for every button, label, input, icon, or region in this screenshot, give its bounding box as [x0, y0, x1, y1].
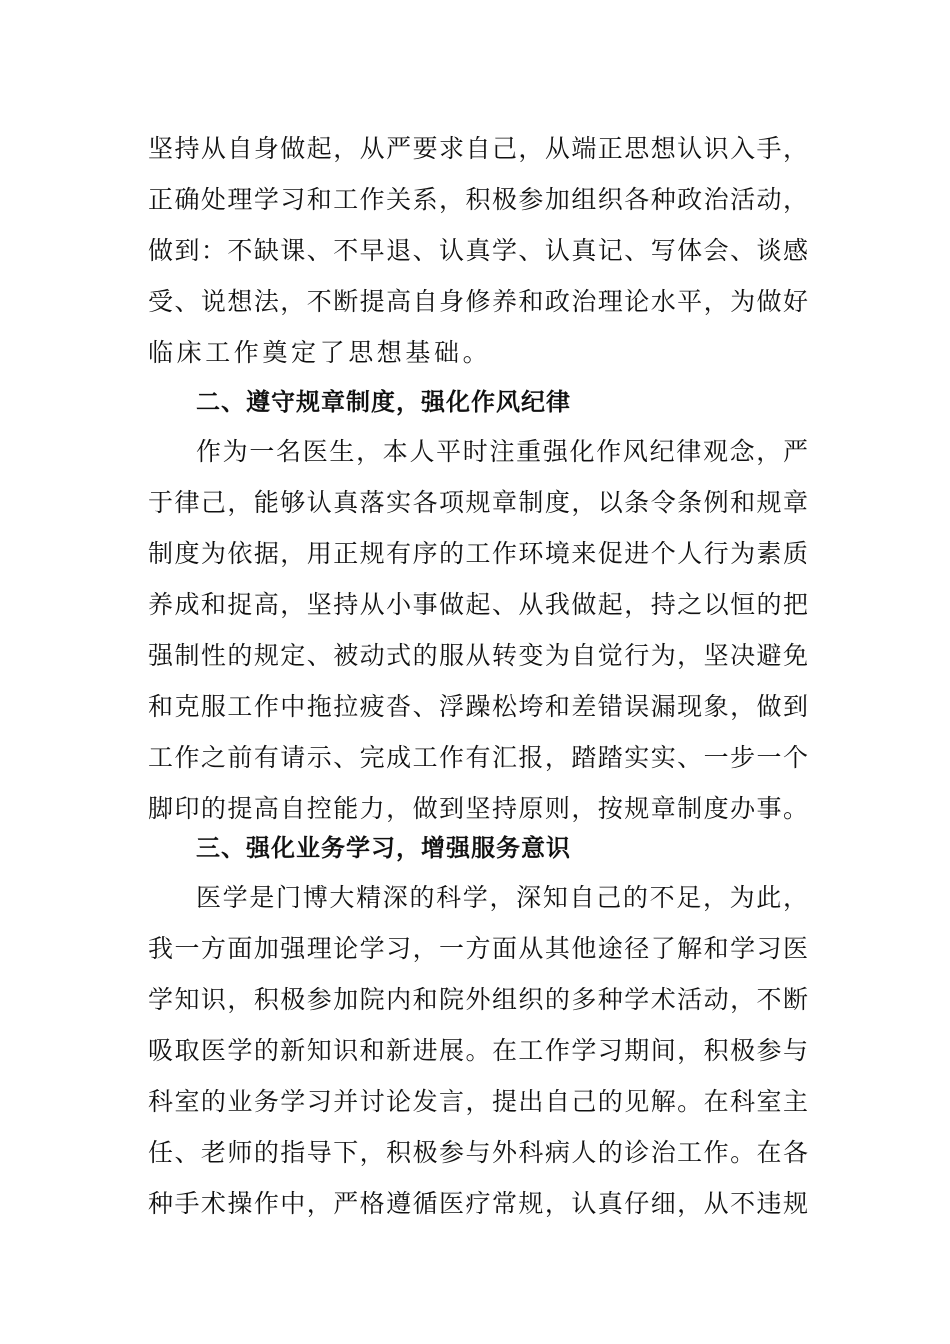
section-heading: 二、遵守规章制度，强化作风纪律 [196, 388, 571, 416]
paragraph-line: 吸取医学的新知识和新进展。在工作学习期间，积极参与 [148, 1036, 808, 1065]
paragraph-line: 脚印的提高自控能力，做到坚持原则，按规章制度办事。 [148, 794, 808, 823]
paragraph-line: 做到：不缺课、不早退、认真学、认真记、写体会、谈感 [148, 236, 808, 265]
paragraph-line: 坚持从自身做起，从严要求自己，从端正思想认识入手， [148, 134, 808, 163]
paragraph-line: 科室的业务学习并讨论发言，提出自己的见解。在科室主 [148, 1087, 808, 1116]
paragraph-line: 学知识，积极参加院内和院外组织的多种学术活动，不断 [148, 985, 808, 1014]
paragraph-line: 于律己，能够认真落实各项规章制度，以条令条例和规章 [148, 488, 808, 517]
paragraph-line: 养成和捉高，坚持从小事做起、从我做起，持之以恒的把 [148, 590, 808, 619]
paragraph-line: 制度为依据，用正规有序的工作环境来促进个人行为素质 [148, 539, 808, 568]
paragraph-line: 受、说想法，不断提高自身修养和政治理论水平，为做好 [148, 287, 808, 316]
paragraph-line: 临床工作奠定了思想基础。 [148, 338, 492, 367]
paragraph-line: 正确处理学习和工作关系，积极参加组织各种政治活动， [148, 185, 808, 214]
paragraph-line: 和克服工作中拖拉疲沓、浮躁松垮和差错误漏现象，做到 [148, 692, 808, 721]
paragraph-line: 医学是门博大精深的科学，深知自己的不足，为此， [196, 883, 808, 912]
paragraph-line: 作为一名医生，本人平时注重强化作风纪律观念，严 [196, 437, 808, 466]
section-heading: 三、强化业务学习，增强服务意识 [196, 834, 571, 862]
paragraph-line: 工作之前有请示、完成工作有汇报，踏踏实实、一步一个 [148, 743, 808, 772]
paragraph-line: 强制性的规定、被动式的服从转变为自觉行为，坚决避免 [148, 641, 808, 670]
paragraph-line: 我一方面加强理论学习，一方面从其他途径了解和学习医 [148, 934, 808, 963]
paragraph-line: 任、老师的指导下，积极参与外科病人的诊治工作。在各 [148, 1138, 808, 1167]
paragraph-line: 种手术操作中，严格遵循医疗常规，认真仔细，从不违规 [148, 1189, 808, 1218]
